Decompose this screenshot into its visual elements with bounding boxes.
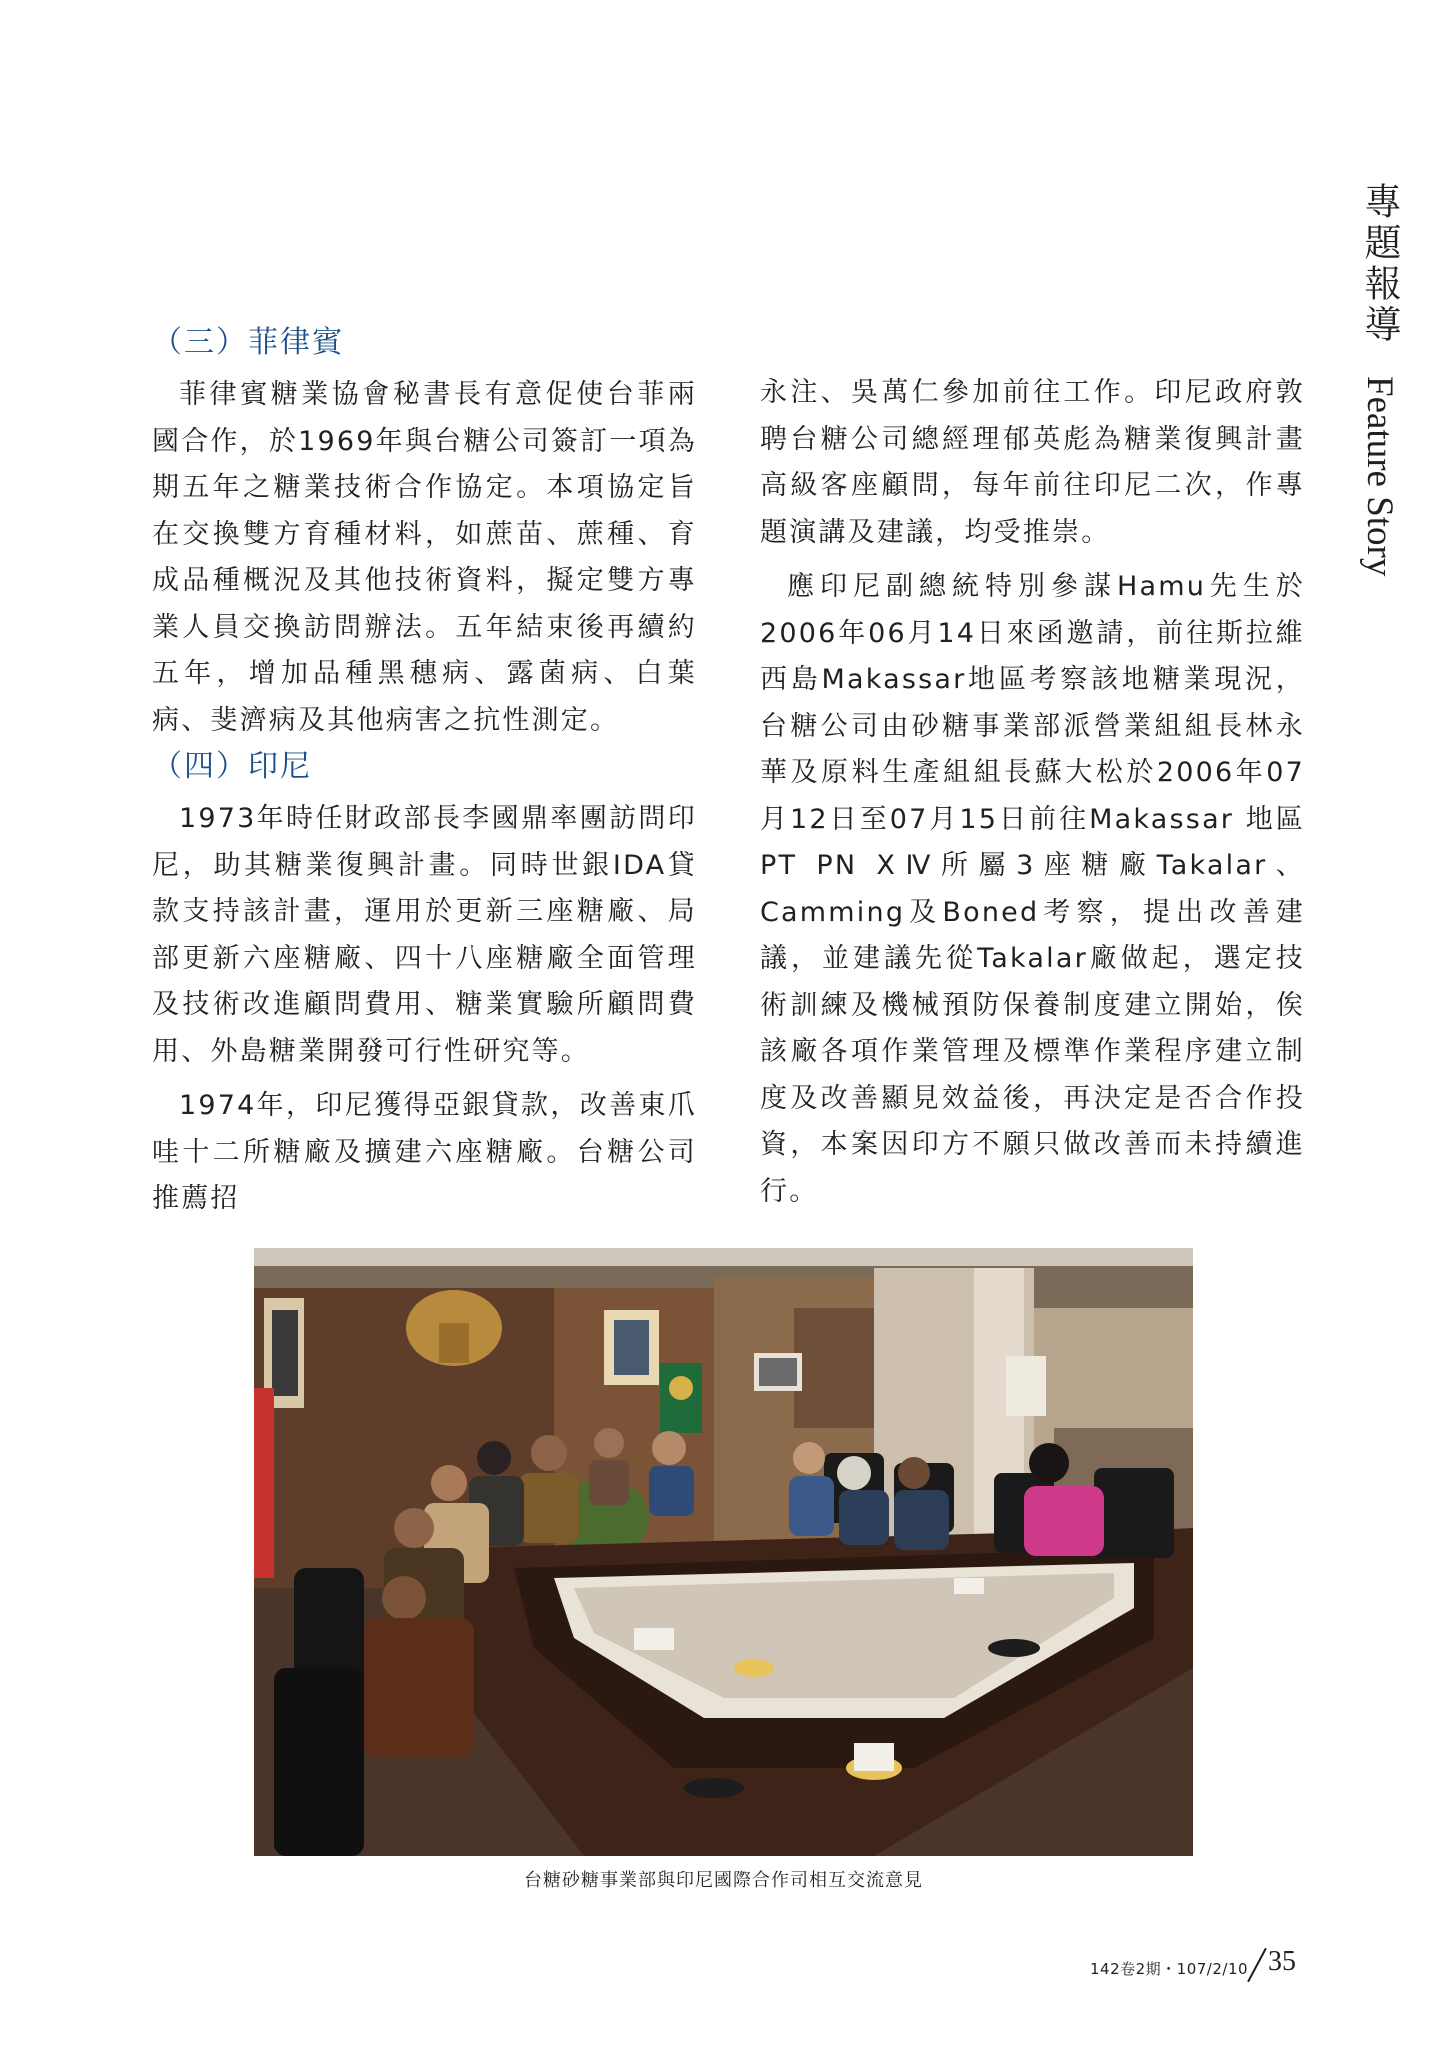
page-footer xyxy=(1090,1946,1300,1986)
paragraph-makassar: 應印尼副總統特別參謀Hamu先生於2006年06月14日來函邀請，前往斯拉維西島Makassar地區考察該地糖業現況，台糖公司由砂糖事業部派營業組組長林永華及原料生產組組長蘇大松於2006年07月12日至07月15日前往Makassar 地區PT PN ⅩⅣ所屬3座糖廠Takalar、Camming及Boned考察，提出改善建議，並建議先從Takalar廠做起，選定技術訓練及機械預防保養制度建立開始，俟該廠各項作業管理及標準作業程序建立制度及改善顯見效益後，再決定是否合作投資，本案因印方不願只做改善而未持續進行。 xyxy=(760,571,1305,1207)
page-number: 35 xyxy=(1268,1946,1296,1977)
photo-caption: 台糖砂糖事業部與印尼國際合作司相互交流意見 xyxy=(524,1870,923,1891)
paragraph-continued: 永注、吳萬仁參加前往工作。印尼政府敦聘台糖公司總經理郁英彪為糖業復興計畫高級客座顧問，每年前往印尼二次，作專題演講及建議，均受推崇。 xyxy=(760,377,1305,548)
paragraph-philippines: 菲律賓糖業協會秘書長有意促使台菲兩國合作，於1969年與台糖公司簽訂一項為期五年之糖業技術合作協定。本項協定旨在交換雙方育種材料，如蔗苗、蔗種、育成品種概況及其他技術資料，擬定雙方專業人員交換訪問辦法。五年結束後再續約五年，增加品種黑穗病、露菌病、白葉病、斐濟病及其他病害之抗性測定。 xyxy=(152,379,697,736)
paragraph-indonesia-1973: 1973年時任財政部長李國鼎率團訪問印尼，助其糖業復興計畫。同時世銀IDA貸款支持該計畫，運用於更新三座糖廠、局部更新六座糖廠、四十八座糖廠全面管理及技術改進顧問費用、糖業實驗所顧問費用、外島糖業開發可行性研究等。 xyxy=(152,803,697,1067)
section-title-en: Feature Story xyxy=(1359,375,1400,577)
paragraph-indonesia-1974: 1974年，印尼獲得亞銀貸款，改善東爪哇十二所糖廠及擴建六座糖廠。台糖公司推薦招 xyxy=(152,1090,697,1214)
issue-info: 142卷2期・107/2/10 xyxy=(1090,1960,1249,1978)
meeting-photo xyxy=(254,1248,1193,1856)
left-column xyxy=(152,322,697,1223)
section-title-zh: 專題報導 xyxy=(1358,182,1401,346)
footer-divider xyxy=(1247,1948,1267,1982)
heading-philippines: （三）菲律賓 xyxy=(152,325,344,360)
right-column xyxy=(760,370,1305,1215)
section-title xyxy=(1352,182,1406,576)
heading-indonesia: （四）印尼 xyxy=(152,749,312,784)
